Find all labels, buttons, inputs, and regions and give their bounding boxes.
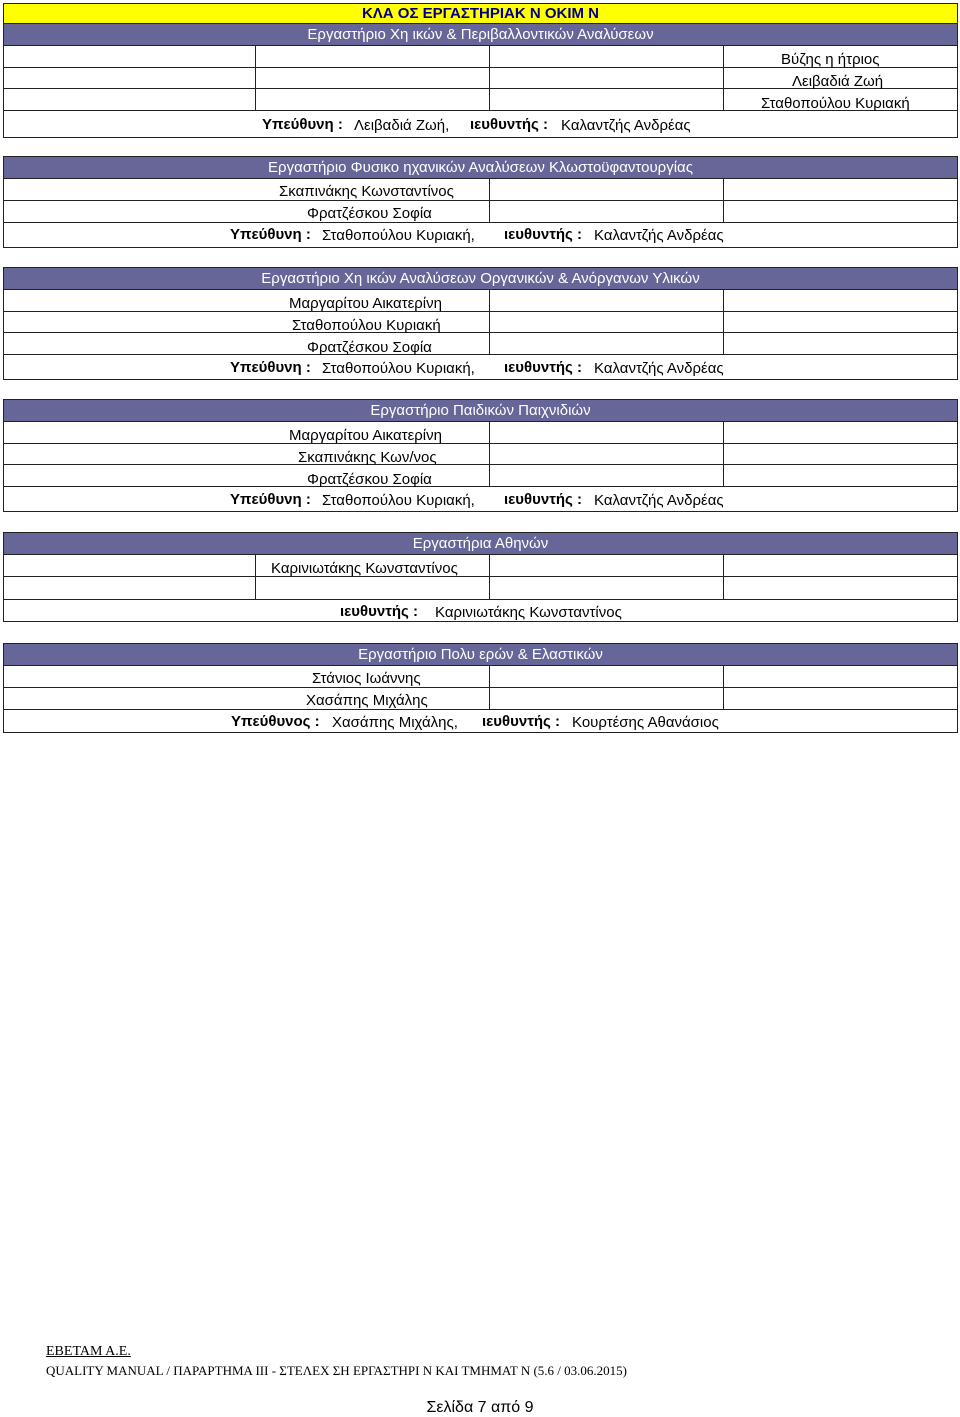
lab-block-athens xyxy=(3,532,958,622)
document-title: ΚΛΑ ΟΣ ΕΡΓΑΣΤΗΡΙΑΚ Ν ΟΚΙΜ Ν xyxy=(361,5,600,22)
footer-manual-reference: QUALITY MANUAL / ΠΑΡΑΡΤΗΜΑ ΙΙΙ - ΣΤΕΛΕΧ ΣΗ ΕΡΓΑΣΤΗΡΙ Ν ΚΑΙ ΤΜΗΜΑΤ Ν (5.6 / 03.06.2015) xyxy=(46,1363,627,1378)
document-title-bar xyxy=(3,3,958,24)
lab-block-organic-inorganic xyxy=(3,267,958,380)
member-name: Μαργαρίτου Αικατερίνη xyxy=(289,295,442,312)
director-label: ιευθυντής : xyxy=(504,491,583,508)
director-name: Καλαντζής Ανδρέας xyxy=(594,360,724,377)
footer-organization: ΕΒΕΤΑΜ Α.Ε. xyxy=(46,1344,131,1359)
right-member: Λειβαδιά Ζωή xyxy=(792,73,884,90)
page-number: Σελίδα 7 από 9 xyxy=(426,1399,534,1416)
member-name: Φρατζέσκου Σοφία xyxy=(307,471,432,488)
member-name: Μαργαρίτου Αικατερίνη xyxy=(289,427,442,444)
member-name: Σκαπινάκης Κων/νος xyxy=(298,449,437,466)
member-name: Σκαπινάκης Κωνσταντίνος xyxy=(279,183,454,200)
member-name: Σταθοπούλου Κυριακή xyxy=(292,317,441,334)
responsible-name: Σταθοπούλου Κυριακή, xyxy=(322,492,475,509)
responsible-name: Λειβαδιά Ζωή, xyxy=(354,117,450,134)
lab-block-toys xyxy=(3,399,958,512)
member-name: Στάνιος Ιωάννης xyxy=(312,670,421,687)
lab-header: Εργαστήριο Χη ικών Αναλύσεων Οργανικών & Ανόργανων Υλικών xyxy=(4,268,957,290)
lab-block-chemical-environmental xyxy=(3,23,958,138)
director-label: ιευθυντής : xyxy=(340,603,419,620)
director-name: Καρινιωτάκης Κωνσταντίνος xyxy=(435,604,622,621)
responsible-label: Υπεύθυνη : xyxy=(230,491,311,508)
lab-header: Εργαστήρια Αθηνών xyxy=(4,533,957,555)
director-name: Κουρτέσης Αθανάσιος xyxy=(572,714,719,731)
director-label: ιευθυντής : xyxy=(504,226,583,243)
responsible-label: Υπεύθυνη : xyxy=(230,226,311,243)
lab-header: Εργαστήριο Φυσικο ηχανικών Αναλύσεων Κλωστοϋφαντουργίας xyxy=(4,157,957,179)
responsible-name: Σταθοπούλου Κυριακή, xyxy=(322,227,475,244)
lab-header: Εργαστήριο Παιδικών Παιχνιδιών xyxy=(4,400,957,422)
lab-block-physicomechanical xyxy=(3,156,958,248)
director-label: ιευθυντής : xyxy=(482,713,561,730)
member-name: Καρινιωτάκης Κωνσταντίνος xyxy=(271,560,458,577)
member-name: Χασάπης Μιχάλης xyxy=(306,692,428,709)
right-member: Σταθοπούλου Κυριακή xyxy=(761,95,910,112)
lab-header: Εργαστήριο Χη ικών & Περιβαλλοντικών Αναλύσεων xyxy=(4,24,957,46)
responsible-label: Υπεύθυνη : xyxy=(230,359,311,376)
director-name: Καλαντζής Ανδρέας xyxy=(594,492,724,509)
member-name: Φρατζέσκου Σοφία xyxy=(307,205,432,222)
director-label: ιευθυντής : xyxy=(470,116,549,133)
director-name: Καλαντζής Ανδρέας xyxy=(594,227,724,244)
director-label: ιευθυντής : xyxy=(504,359,583,376)
member-name: Φρατζέσκου Σοφία xyxy=(307,339,432,356)
lab-header: Εργαστήριο Πολυ ερών & Ελαστικών xyxy=(4,644,957,666)
responsible-name: Σταθοπούλου Κυριακή, xyxy=(322,360,475,377)
responsible-name: Χασάπης Μιχάλης, xyxy=(332,714,458,731)
responsible-label: Υπεύθυνος : xyxy=(231,713,320,730)
director-name: Καλαντζής Ανδρέας xyxy=(561,117,691,134)
responsible-label: Υπεύθυνη : xyxy=(262,116,343,133)
lab-block-polymers xyxy=(3,643,958,733)
right-member: Βύζης η ήτριος xyxy=(781,51,880,68)
